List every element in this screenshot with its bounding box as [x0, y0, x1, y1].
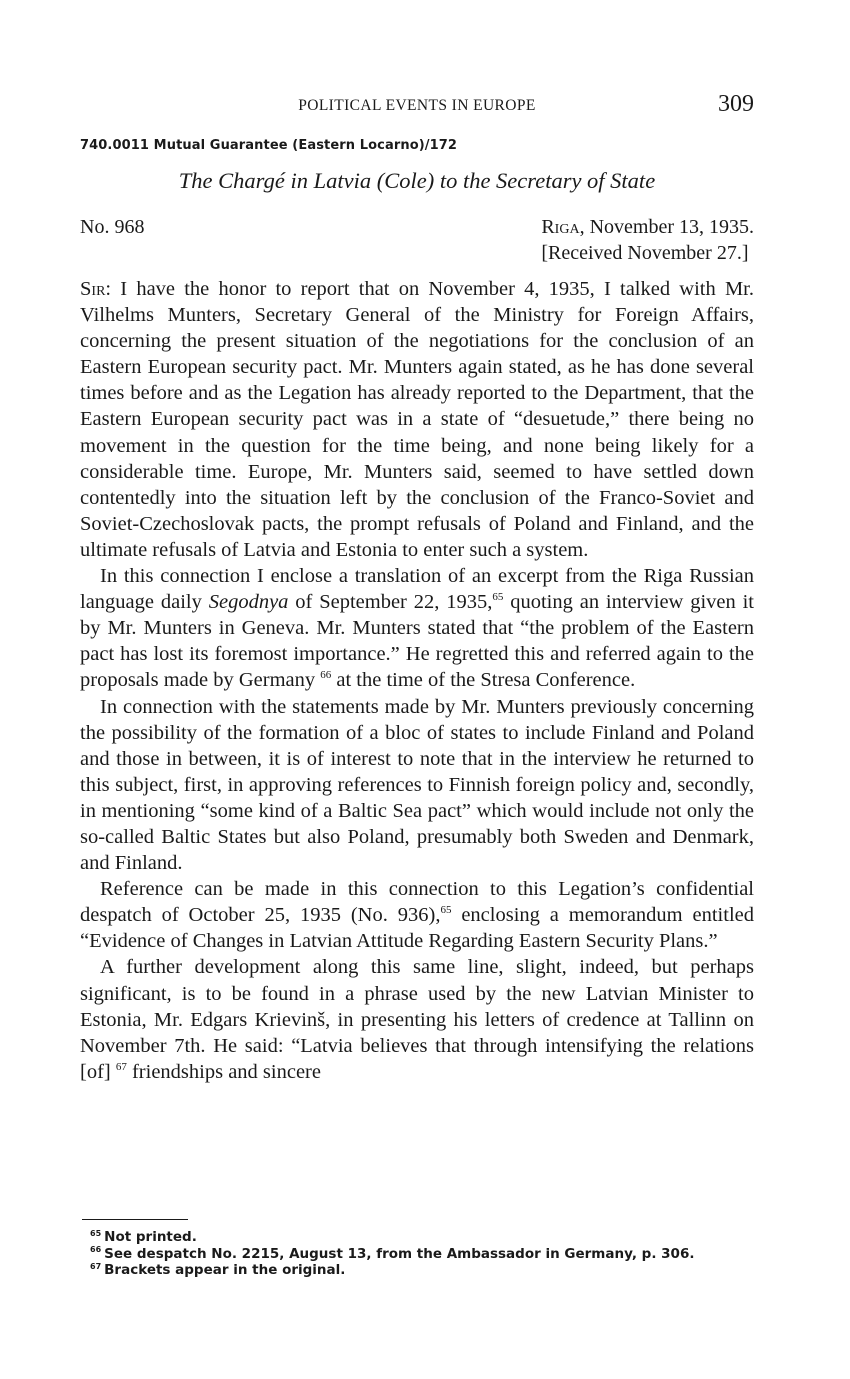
footnote-66: [90, 1246, 754, 1263]
footnote-67: [90, 1262, 754, 1279]
footnote-mark: 65: [90, 1228, 102, 1238]
paragraph-2-text-a: In this connection I enclose a translation of an excerpt from the Riga Russian language daily: [80, 565, 754, 614]
paragraph-3: In connection with the statements made by Mr. Munters previously concerning the possibility of the formation of a bloc of states to include Finland and Poland and those in between, it is of interest to note that in the interview he returned to this subject, first, in approving references to Finnish foreign policy and, secondly, in mentioning “some kind of a Baltic Sea pact” which would include not only the so-called Baltic States but also Poland, presumably both Sweden and Denmark, and Finland.: [80, 695, 754, 875]
footnote-text: Not printed.: [104, 1229, 197, 1245]
paragraph-2-text-b: of September 22, 1935,: [288, 591, 493, 614]
paragraph-5: [80, 954, 754, 1084]
footnote-text: Brackets appear in the original.: [104, 1262, 346, 1278]
paragraph-4-text-b: enclosing a memorandum entitled “Evidence of Changes in Latvian Attitude Regarding Eastern Security Plans.”: [80, 904, 754, 953]
paragraph-5-text-b: friendships and sincere: [126, 1060, 321, 1083]
paragraph-2-text-c: quoting an interview given it by Mr. Munters in Geneva. Mr. Munters stated that “the problem of the Eastern pact has lost its foremost importance.” He regretted this and referred again to the proposals made by Germany: [80, 591, 755, 692]
paragraph-4: [80, 876, 754, 954]
document-number: No. 968: [80, 216, 145, 238]
dateline-date: , November 13, 1935.: [579, 216, 754, 238]
paragraph-1: [80, 276, 754, 563]
paragraph-4-text-a: Reference can be made in this connection to this Legation’s confidential despatch of October 25, 1935 (No. 936),: [80, 878, 754, 927]
footnote-mark: 66: [90, 1245, 102, 1254]
footnote-ref: 65: [492, 591, 504, 604]
footnote-ref: 66: [320, 669, 332, 682]
paragraph-5-text-a: A further development along this same line, slight, indeed, but perhaps significant, is to be found in a phrase used by the new Latvian Minister to Estonia, Mr. Edgars Krievinš, in presenting his letters of credence at Tallinn on November 7th. He said: “Latvia believes that through intensifying the relations [of]: [80, 956, 754, 1083]
footnote-65: [90, 1229, 754, 1246]
document-title: The Chargé in Latvia (Cole) to the Secretary of State: [178, 168, 656, 193]
received-date: [Received November 27.]: [541, 242, 749, 264]
footnote-mark: 67: [90, 1261, 102, 1271]
dateline-place: Riga: [541, 216, 580, 238]
paragraph-2: [80, 563, 754, 693]
salutation: Sir: [80, 278, 106, 300]
running-title: POLITICAL EVENTS IN EUROPE: [298, 97, 536, 114]
paragraph-1-text: : I have the honor to report that on November 4, 1935, I talked with Mr. Vilhelms Munters, Secretary General of the Ministry for Foreign Affairs, concerning the present situation of the negotiations for the conclusion of an Eastern European security pact. Mr. Munters again stated, as he has done several times before and as the Legation has already reported to the Department, that the Eastern European security pact was in a state of “desuetude,” there being no movement in the question for the time being, and none being likely for a considerable time. Europe, Mr. Munters said, seemed to have settled down contentedly into the situation left by the conclusion of the Franco-Soviet and Soviet-Czechoslovak pacts, the prompt refusals of Poland and Finland, and the ultimate refusals of Latvia and Estonia to enter such a system.: [80, 278, 754, 561]
footnotes: [90, 1229, 754, 1279]
dateline-place-date: [541, 214, 754, 240]
paragraph-2-text-d: at the time of the Stresa Conference.: [331, 669, 636, 692]
footnote-ref: 67: [115, 1060, 127, 1073]
file-reference: 740.0011 Mutual Guarantee (Eastern Locarno)/172: [80, 138, 458, 153]
dateline: [541, 214, 754, 266]
newspaper-name: Segodnya: [208, 591, 289, 614]
page-number: 309: [718, 91, 754, 117]
running-head: [80, 93, 754, 121]
footnote-ref: 65: [440, 904, 452, 917]
footnote-text: See despatch No. 2215, August 13, from the Ambassador in Germany, p. 306.: [104, 1245, 695, 1262]
footnote-divider: [82, 1219, 188, 1220]
letter-body: [80, 276, 754, 1085]
